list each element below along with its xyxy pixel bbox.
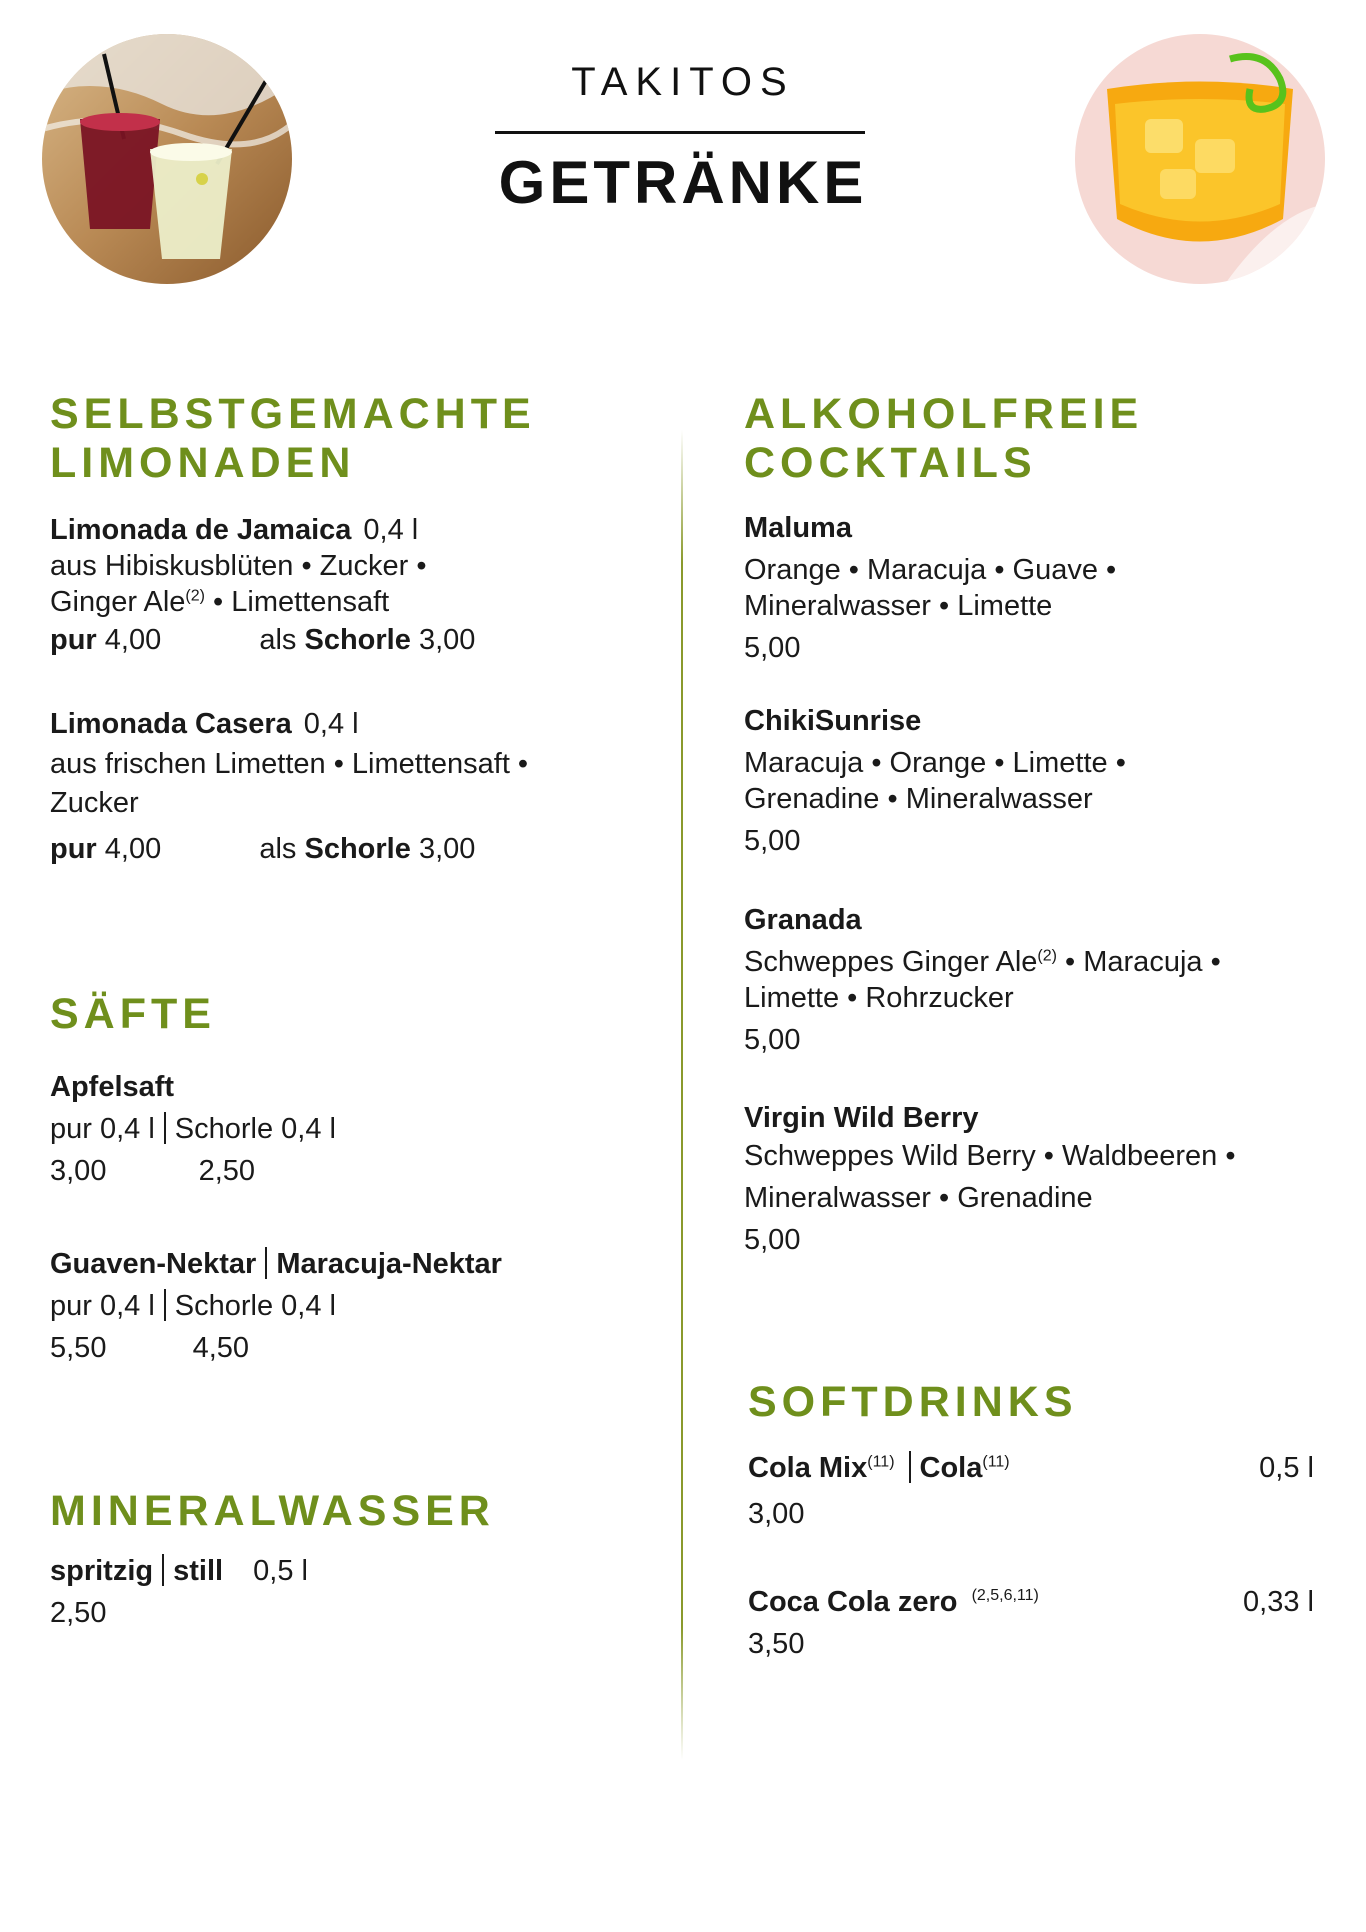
price-label: Schorle xyxy=(304,833,411,865)
menu-item-mineralwasser xyxy=(50,1550,630,1634)
section-title-line: LIMONADEN xyxy=(50,439,356,487)
price: 2,50 xyxy=(198,1155,256,1187)
price: 5,50 xyxy=(50,1332,107,1364)
price-label: pur xyxy=(50,624,97,656)
item-name-part: still xyxy=(173,1555,224,1587)
item-description: Schweppes Wild Berry • Waldbeeren • xyxy=(744,1140,1236,1172)
item-name: Limonada Casera xyxy=(50,708,292,740)
price: 4,50 xyxy=(192,1332,250,1364)
item-name: Apfelsaft xyxy=(50,1071,175,1103)
separator-bar xyxy=(164,1289,166,1321)
menu-item-coca-cola-zero xyxy=(748,1582,1314,1664)
separator-bar xyxy=(164,1112,166,1144)
item-name-part: Cola xyxy=(919,1452,983,1484)
separator-bar xyxy=(265,1247,267,1279)
item-description: Orange • Maracuja • Guave • xyxy=(744,554,1117,586)
price: 3,00 xyxy=(50,1155,107,1187)
item-description: Mineralwasser • Grenadine xyxy=(744,1182,1093,1214)
item-name-part: Guaven-Nektar xyxy=(50,1248,257,1280)
menu-item-cola xyxy=(748,1448,1314,1534)
item-name-part: Cola Mix xyxy=(748,1452,868,1484)
price: 3,50 xyxy=(748,1628,805,1660)
section-title-cocktails xyxy=(744,390,1143,488)
additive-note: (2,5,6,11) xyxy=(971,1587,1039,1605)
price-prefix: als xyxy=(259,833,297,865)
item-name-part: Maracuja-Nektar xyxy=(276,1248,502,1280)
price-row xyxy=(50,1327,650,1369)
item-name: Granada xyxy=(744,904,862,936)
item-name xyxy=(50,1243,650,1285)
item-description xyxy=(744,944,1344,980)
price-prefix: als xyxy=(259,624,297,656)
item-volume: 0,4 l xyxy=(363,514,419,546)
item-name xyxy=(50,1550,630,1592)
section-title-softdrinks: SOFTDRINKS xyxy=(748,1378,1078,1426)
item-name: Virgin Wild Berry xyxy=(744,1102,979,1134)
price: 5,00 xyxy=(744,825,801,857)
item-name xyxy=(748,1582,1314,1622)
menu-item-limonada-casera xyxy=(50,706,630,867)
section-title-line: ALKOHOLFREIE xyxy=(744,390,1144,438)
price: 3,00 xyxy=(418,624,476,656)
item-name xyxy=(748,1448,1314,1488)
header-rule xyxy=(495,131,865,134)
section-title-line: COCKTAILS xyxy=(744,439,1037,487)
price-row xyxy=(50,622,630,658)
item-description: Maracuja • Orange • Limette • xyxy=(744,747,1126,779)
section-title-mineralwasser: MINERALWASSER xyxy=(50,1487,495,1535)
orange-cocktail-photo xyxy=(1075,34,1325,284)
item-name-part: Coca Cola zero xyxy=(748,1586,958,1618)
item-name-part: spritzig xyxy=(50,1555,154,1587)
price-label: pur xyxy=(50,833,97,865)
menu-item-apfelsaft xyxy=(50,1066,630,1192)
price: 5,00 xyxy=(744,1024,801,1056)
price: 4,00 xyxy=(104,833,162,865)
price-label: Schorle xyxy=(304,624,411,656)
price: 5,00 xyxy=(744,1224,801,1256)
item-description xyxy=(50,584,630,620)
additive-note: (2) xyxy=(1037,947,1057,965)
menu-item-nektar xyxy=(50,1243,650,1369)
menu-item-granada xyxy=(744,902,1344,1058)
item-volume: 0,5 l xyxy=(253,1555,308,1587)
price-row xyxy=(50,1150,630,1192)
item-volume: 0,5 l xyxy=(1259,1452,1314,1484)
item-size: pur 0,4 l xyxy=(50,1113,155,1145)
section-title-limonaden xyxy=(50,390,536,488)
item-description: Mineralwasser • Limette xyxy=(744,590,1053,622)
item-volume: 0,4 l xyxy=(303,708,359,740)
page-title: GETRÄNKE xyxy=(498,149,868,216)
menu-item-maluma xyxy=(744,510,1324,666)
price: 5,00 xyxy=(744,632,801,664)
additive-note: (11) xyxy=(982,1453,1010,1471)
brand-name: TAKITOS xyxy=(571,60,795,104)
separator-bar xyxy=(162,1554,164,1586)
item-name: Maluma xyxy=(744,512,852,544)
column-divider xyxy=(681,430,683,1760)
item-description: Grenadine • Mineralwasser xyxy=(744,783,1093,815)
item-description: Zucker xyxy=(50,787,139,819)
item-size: pur 0,4 l xyxy=(50,1290,155,1322)
item-description: Limette • Rohrzucker xyxy=(744,982,1014,1014)
item-size: Schorle 0,4 l xyxy=(174,1290,336,1322)
price: 4,00 xyxy=(104,624,162,656)
section-title-line: SELBSTGEMACHTE xyxy=(50,390,536,438)
price-row xyxy=(50,831,630,867)
item-name: ChikiSunrise xyxy=(744,705,922,737)
item-description: aus frischen Limetten • Limettensaft • xyxy=(50,748,529,780)
section-title-saefte: SÄFTE xyxy=(50,990,216,1038)
item-volume: 0,33 l xyxy=(1243,1586,1314,1618)
description-part: Schweppes Ginger Ale xyxy=(744,946,1038,978)
size-row xyxy=(50,1108,630,1150)
description-part: • Limettensaft xyxy=(213,586,390,618)
item-size: Schorle 0,4 l xyxy=(174,1113,336,1145)
item-name: Limonada de Jamaica xyxy=(50,514,352,546)
price: 3,00 xyxy=(748,1498,805,1530)
item-description: aus Hibiskusblüten • Zucker • xyxy=(50,550,427,582)
additive-note: (2) xyxy=(185,587,205,605)
menu-item-virgin-wild-berry xyxy=(744,1100,1344,1258)
separator-bar xyxy=(909,1451,911,1483)
menu-item-chikisunrise xyxy=(744,703,1324,859)
description-part: Ginger Ale xyxy=(50,586,186,618)
size-row xyxy=(50,1285,650,1327)
menu-item-limonada-de-jamaica xyxy=(50,512,630,658)
price: 3,00 xyxy=(418,833,476,865)
price: 2,50 xyxy=(50,1597,107,1629)
additive-note: (11) xyxy=(867,1453,895,1471)
description-part: • Maracuja • xyxy=(1065,946,1221,978)
